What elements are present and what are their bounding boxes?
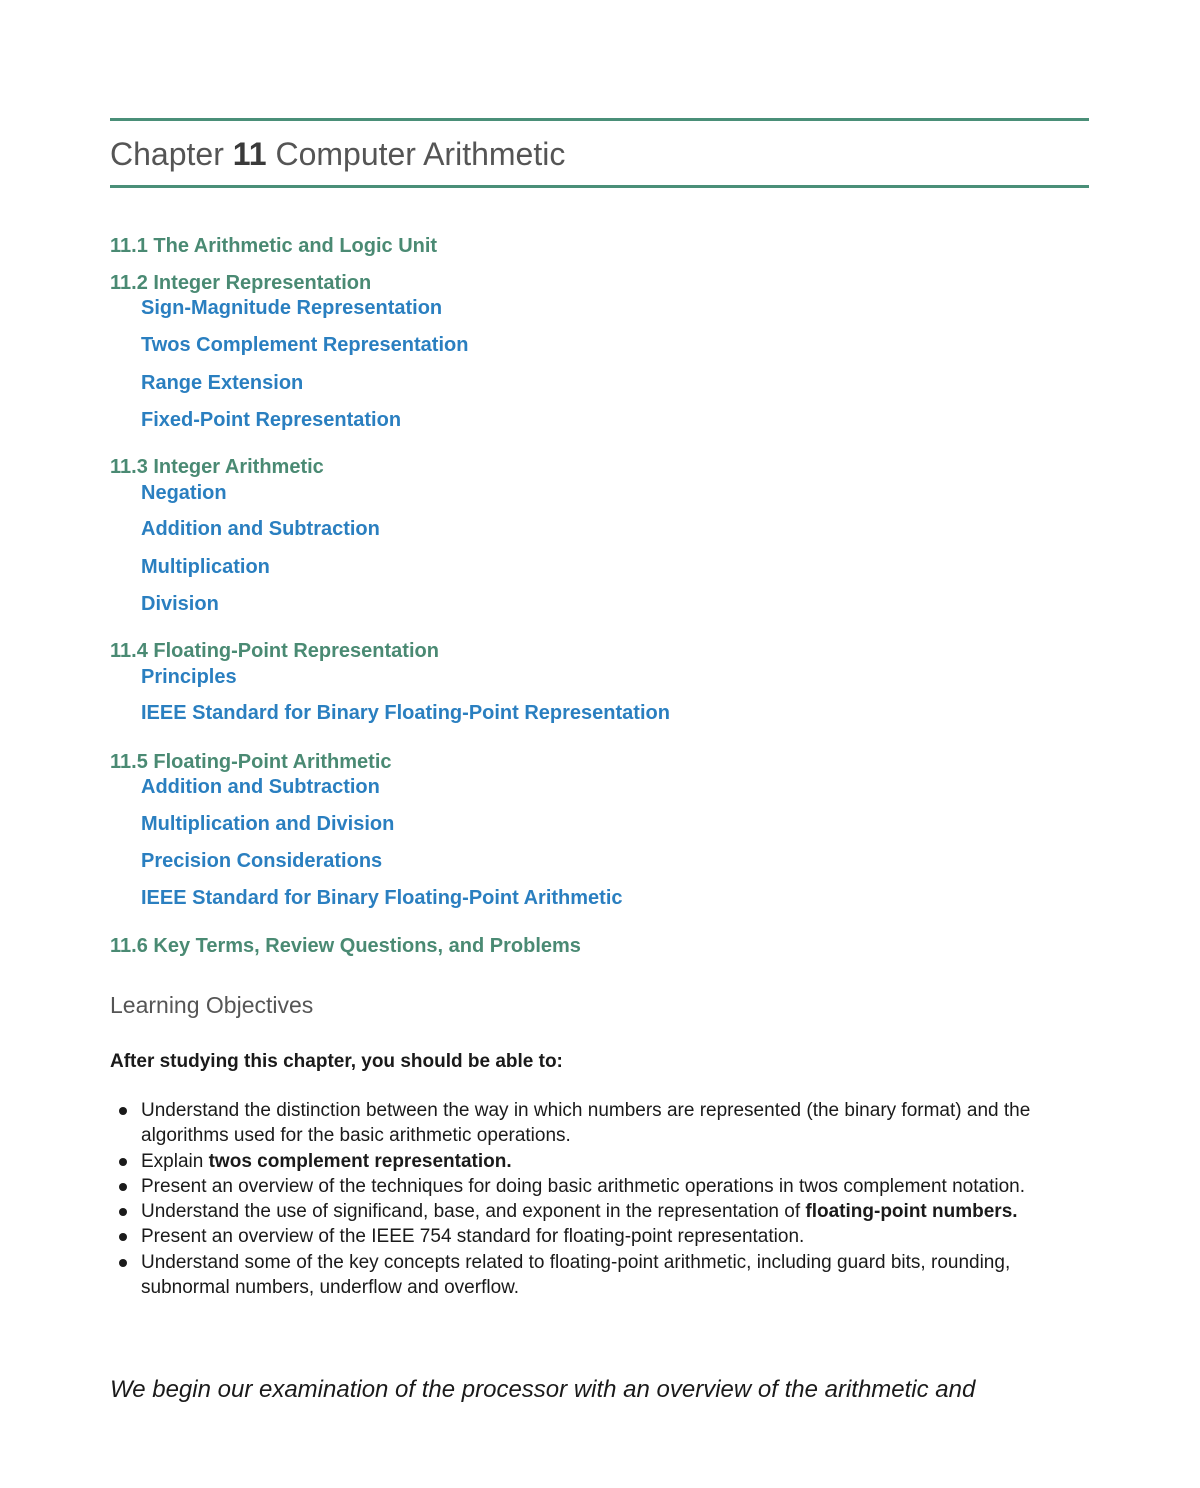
toc-link-fixed-point[interactable]: Fixed-Point Representation bbox=[141, 409, 402, 431]
toc-link-precision[interactable]: Precision Considerations bbox=[141, 850, 383, 872]
toc-link-negation[interactable]: Negation bbox=[141, 482, 227, 504]
toc-link-multiplication-division[interactable]: Multiplication and Division bbox=[141, 813, 395, 835]
chapter-number: 11 bbox=[232, 136, 267, 172]
title-rule-top bbox=[110, 118, 1089, 121]
list-item bbox=[110, 1174, 1085, 1199]
objective-key-term: twos complement representation. bbox=[208, 1150, 512, 1172]
objective-text: Present an overview of the techniques for doing basic arithmetic operations in twos complement notation. bbox=[141, 1175, 1025, 1197]
bullet-icon bbox=[119, 1183, 127, 1191]
bullet-icon bbox=[119, 1233, 127, 1241]
list-item bbox=[110, 1149, 1085, 1174]
objective-text: Present an overview of the IEEE 754 standard for floating-point representation. bbox=[141, 1226, 805, 1248]
toc-link-multiplication[interactable]: Multiplication bbox=[141, 556, 270, 578]
title-rule-bottom bbox=[110, 185, 1089, 188]
objective-text: Understand the use of significand, base, and exponent in the representation of bbox=[141, 1201, 806, 1223]
chapter-name: Computer Arithmetic bbox=[275, 136, 566, 172]
bullet-icon bbox=[119, 1259, 127, 1267]
list-item bbox=[110, 1250, 1085, 1301]
bullet-icon bbox=[119, 1158, 127, 1166]
toc-section-11-4[interactable]: 11.4 Floating-Point Representation bbox=[110, 640, 439, 662]
toc-section-11-6[interactable]: 11.6 Key Terms, Review Questions, and Problems bbox=[110, 935, 581, 957]
toc-section-11-5[interactable]: 11.5 Floating-Point Arithmetic bbox=[110, 751, 392, 773]
toc-link-int-addition-subtraction[interactable]: Addition and Subtraction bbox=[141, 518, 380, 540]
learning-objectives-list bbox=[110, 1098, 1085, 1300]
toc-section-11-1[interactable]: 11.1 The Arithmetic and Logic Unit bbox=[110, 235, 438, 257]
chapter-title bbox=[110, 134, 565, 174]
toc-link-division[interactable]: Division bbox=[141, 593, 219, 615]
objective-key-term: floating-point numbers. bbox=[805, 1201, 1018, 1223]
body-paragraph-start: We begin our examination of the processor with an overview of the arithmetic and bbox=[110, 1376, 976, 1403]
objective-text: Explain bbox=[141, 1150, 209, 1172]
toc-link-ieee-representation[interactable]: IEEE Standard for Binary Floating-Point Representation bbox=[141, 702, 670, 724]
learning-objectives-heading: Learning Objectives bbox=[110, 992, 314, 1018]
toc-link-fp-addition-subtraction[interactable]: Addition and Subtraction bbox=[141, 776, 380, 798]
toc-link-twos-complement[interactable]: Twos Complement Representation bbox=[141, 334, 469, 356]
objective-text: Understand the distinction between the way in which numbers are represented (the binary format) and the algorithms used for the basic arithmetic operations. bbox=[141, 1100, 1031, 1147]
bullet-icon bbox=[119, 1107, 127, 1115]
list-item bbox=[110, 1199, 1085, 1224]
toc-section-11-2[interactable]: 11.2 Integer Representation bbox=[110, 272, 372, 294]
toc-link-range-extension[interactable]: Range Extension bbox=[141, 372, 304, 394]
list-item bbox=[110, 1224, 1085, 1249]
list-item bbox=[110, 1098, 1085, 1149]
learning-objectives-intro: After studying this chapter, you should be able to: bbox=[110, 1051, 563, 1072]
toc-link-principles[interactable]: Principles bbox=[141, 666, 237, 688]
objective-text: Understand some of the key concepts related to floating-point arithmetic, including guard bits, rounding, subnormal numbers, underflow and overflow. bbox=[141, 1251, 1011, 1299]
toc-section-11-3[interactable]: 11.3 Integer Arithmetic bbox=[110, 456, 324, 478]
chapter-prefix: Chapter bbox=[110, 136, 224, 172]
toc-link-sign-magnitude[interactable]: Sign-Magnitude Representation bbox=[141, 297, 443, 319]
toc-link-ieee-arithmetic[interactable]: IEEE Standard for Binary Floating-Point Arithmetic bbox=[141, 887, 623, 909]
bullet-icon bbox=[119, 1208, 127, 1216]
